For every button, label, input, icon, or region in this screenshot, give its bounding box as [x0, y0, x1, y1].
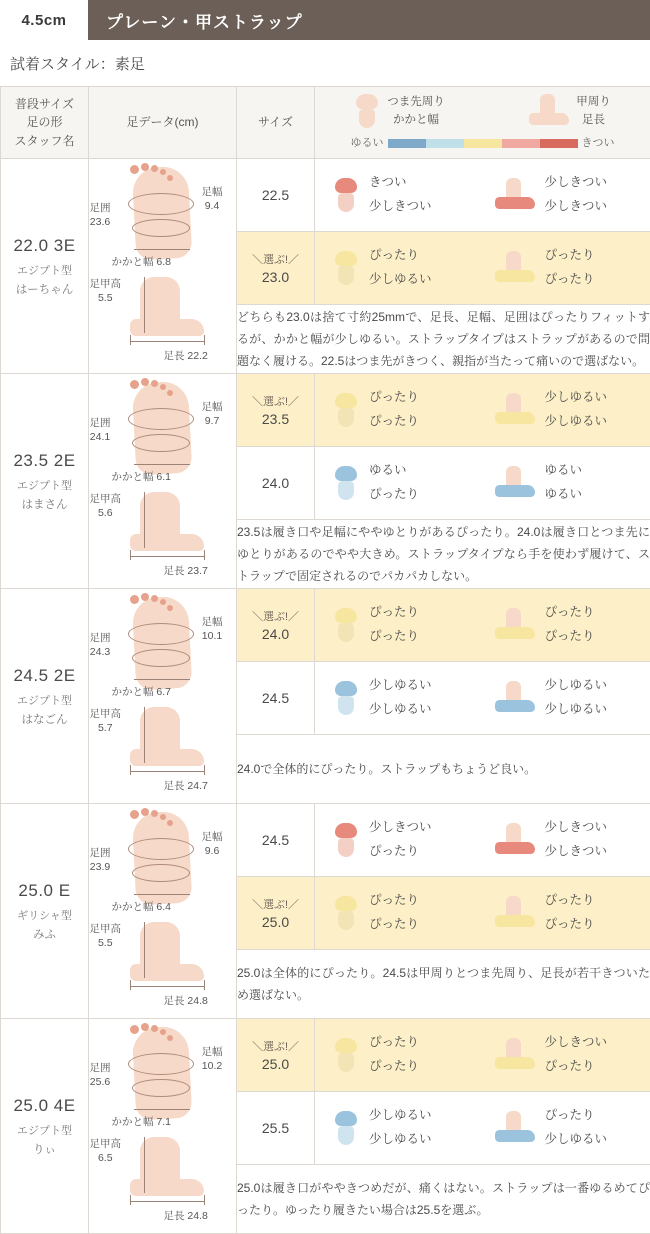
person-foot-type: エジプト型 — [5, 1123, 84, 1140]
judgement-side-line2: ぴったり — [545, 625, 595, 649]
judgement-front — [321, 1031, 483, 1079]
judgement-side — [483, 889, 645, 937]
judgement-front-line1: ぴったり — [369, 1031, 419, 1055]
legend-front-group — [354, 93, 445, 130]
foot-front-icon — [333, 823, 359, 857]
judgement-front-line1: 少しゆるい — [369, 674, 432, 698]
col-header-person-l2: 足の形 — [1, 113, 88, 132]
foot-side-icon — [495, 681, 535, 715]
size-value: 24.5 — [262, 690, 289, 706]
table-row — [1, 1019, 650, 1092]
judgement-front-line2: 少しきつい — [369, 195, 432, 219]
foot-circ-label: 足囲 23.9 — [90, 846, 111, 874]
judgement-front-line1: ぴったり — [369, 244, 432, 268]
judgement-front — [321, 674, 483, 722]
comment-cell: どちらも23.0は捨て寸約25mmで、足長、足幅、足囲はぴったりフィットするが、かかと幅が少しゆるい。ストラップタイプはストラップがあるので問題なく履ける。22.5はつま先がきつく、親指が当たって痛いので選ばない。 — [237, 305, 650, 374]
judgement-front-line1: ぴったり — [369, 386, 419, 410]
judgement-side — [483, 459, 645, 507]
foot-data-diagram — [90, 374, 236, 588]
person-cell — [1, 159, 89, 374]
judgement-side-line1: ぴったり — [545, 601, 595, 625]
judgement-side — [483, 171, 645, 219]
judgement-side-line2: ぴったり — [545, 268, 595, 292]
size-cell[interactable] — [237, 232, 315, 305]
judgement-front-line2: ぴったり — [369, 625, 419, 649]
foot-data-diagram — [90, 804, 236, 1018]
person-size: 23.5 2E — [5, 449, 84, 474]
foot-side-icon — [495, 178, 535, 212]
foot-front-icon — [333, 1111, 359, 1145]
instep-height-label: 足甲高 5.5 — [90, 277, 122, 305]
page-title: プレーン・甲ストラップ — [88, 0, 650, 40]
size-value: 24.5 — [262, 832, 289, 848]
judgement-front — [321, 386, 483, 434]
judgement-front-line1: 少しゆるい — [369, 1104, 432, 1128]
header-size-label: 4.5cm — [0, 0, 88, 40]
judgement-side — [483, 816, 645, 864]
legend-front-line2: かかと幅 — [387, 111, 445, 129]
judgement-side-line2: 少しきつい — [545, 195, 608, 219]
foot-side-view — [124, 271, 220, 355]
judgement-front-line2: ぴったり — [369, 840, 432, 864]
judgement-side-line2: ぴったり — [545, 913, 595, 937]
judgement-front-line1: ゆるい — [369, 459, 419, 483]
judgement-cell — [315, 877, 650, 949]
pick-tag: ＼選ぶ!／ — [237, 608, 314, 624]
foot-width-label: 足幅 9.6 — [202, 830, 223, 858]
foot-plan-view — [120, 593, 202, 693]
judgement-side-line2: 少しゆるい — [545, 1128, 608, 1152]
judgement-front — [321, 816, 483, 864]
person-name: りぃ — [5, 1142, 84, 1159]
size-cell[interactable] — [237, 589, 315, 662]
pick-tag: ＼選ぶ!／ — [237, 1038, 314, 1054]
size-cell[interactable] — [237, 374, 315, 447]
size-value: 24.0 — [262, 475, 289, 491]
judgement-side — [483, 1104, 645, 1152]
judgement-side-line2: 少しゆるい — [545, 698, 608, 722]
instep-height-label: 足甲高 5.7 — [90, 707, 122, 735]
foot-length-label: 足長 24.8 — [164, 994, 208, 1008]
person-cell — [1, 1019, 89, 1234]
foot-front-icon — [333, 251, 359, 285]
judgement-front-line2: 少しゆるい — [369, 1128, 432, 1152]
heel-width-label: かかと幅 6.7 — [112, 685, 172, 699]
judgement-side-line1: ぴったり — [545, 244, 595, 268]
foot-length-label: 足長 24.7 — [164, 779, 208, 793]
person-size: 25.0 E — [5, 879, 84, 904]
foot-width-label: 足幅 10.2 — [202, 1045, 223, 1073]
person-size: 24.5 2E — [5, 664, 84, 689]
judgement-side — [483, 386, 645, 434]
judgement-cell-wrap — [315, 159, 650, 232]
table-row — [1, 589, 650, 662]
foot-front-icon — [333, 608, 359, 642]
judgement-front — [321, 459, 483, 507]
judgement-side-line2: 少しゆるい — [545, 410, 608, 434]
judgement-front-line1: 少しきつい — [369, 816, 432, 840]
foot-plan-view — [120, 1023, 202, 1123]
instep-height-label: 足甲高 5.5 — [90, 922, 122, 950]
foot-data-diagram — [90, 1019, 236, 1233]
judgement-cell — [315, 159, 650, 231]
judgement-side — [483, 601, 645, 649]
foot-side-view — [124, 486, 220, 570]
size-cell[interactable] — [237, 1019, 315, 1092]
pick-tag: ＼選ぶ!／ — [237, 393, 314, 409]
heel-width-label: かかと幅 6.1 — [112, 470, 172, 484]
foot-width-label: 足幅 10.1 — [202, 615, 223, 643]
foot-front-icon — [333, 393, 359, 427]
foot-width-label: 足幅 9.4 — [202, 185, 223, 213]
size-cell[interactable] — [237, 877, 315, 950]
foot-front-icon — [333, 1038, 359, 1072]
foot-side-icon — [495, 896, 535, 930]
foot-side-view — [124, 701, 220, 785]
legend-scale-left: ゆるい — [351, 135, 384, 152]
col-header-legend — [315, 87, 650, 159]
person-name: はなごん — [5, 712, 84, 729]
judgement-side-line2: 少しきつい — [545, 840, 608, 864]
size-value: 25.0 — [262, 1056, 289, 1072]
table-row — [1, 804, 650, 877]
foot-front-icon — [333, 681, 359, 715]
legend-scale — [315, 135, 650, 152]
foot-data-cell — [89, 374, 237, 589]
col-header-person-l3: スタッフ名 — [1, 132, 88, 151]
judgement-front — [321, 171, 483, 219]
table-header-row — [1, 87, 650, 159]
judgement-front — [321, 244, 483, 292]
foot-plan-view — [120, 163, 202, 263]
foot-circ-label: 足囲 24.1 — [90, 416, 111, 444]
foot-front-icon — [333, 896, 359, 930]
fitting-table — [0, 86, 650, 1234]
judgement-cell — [315, 1019, 650, 1091]
legend-side-line1: 甲周り — [576, 93, 611, 111]
heel-width-label: かかと幅 6.8 — [112, 255, 172, 269]
judgement-cell-wrap — [315, 447, 650, 520]
comment-cell: 24.0で全体的にぴったり。ストラップもちょうど良い。 — [237, 735, 650, 804]
judgement-cell-wrap — [315, 374, 650, 447]
col-header-footdata: 足データ(cm) — [89, 87, 237, 159]
judgement-front-line2: ぴったり — [369, 410, 419, 434]
size-cell[interactable] — [237, 1092, 315, 1165]
comment-cell: 25.0は全体的にぴったり。24.5は甲周りとつま先周り、足長が若干きついため選ばない。 — [237, 950, 650, 1019]
judgement-side — [483, 1031, 645, 1079]
foot-circ-label: 足囲 23.6 — [90, 201, 111, 229]
size-cell[interactable] — [237, 159, 315, 232]
judgement-side-line1: ぴったり — [545, 889, 595, 913]
judgement-front-line2: ぴったり — [369, 913, 419, 937]
foot-side-icon — [495, 823, 535, 857]
judgement-front — [321, 1104, 483, 1152]
foot-side-view — [124, 1131, 220, 1215]
judgement-front-line2: ぴったり — [369, 483, 419, 507]
judgement-side-line2: ぴったり — [545, 1055, 608, 1079]
person-name: みふ — [5, 927, 84, 944]
trial-style-label: 試着スタイル：素足 — [0, 40, 650, 86]
size-cell[interactable] — [237, 804, 315, 877]
judgement-front-line1: ぴったり — [369, 889, 419, 913]
judgement-cell-wrap — [315, 662, 650, 735]
table-row — [1, 159, 650, 232]
judgement-cell — [315, 447, 650, 519]
foot-length-label: 足長 24.8 — [164, 1209, 208, 1223]
foot-side-view — [124, 916, 220, 1000]
judgement-cell — [315, 589, 650, 661]
judgement-side — [483, 244, 645, 292]
person-name: はーちゃん — [5, 282, 84, 299]
judgement-cell-wrap — [315, 1092, 650, 1165]
person-foot-type: エジプト型 — [5, 693, 84, 710]
judgement-cell — [315, 232, 650, 304]
judgement-side-line2: ゆるい — [545, 483, 583, 507]
size-cell[interactable] — [237, 447, 315, 520]
judgement-side-line1: 少しきつい — [545, 171, 608, 195]
judgement-cell — [315, 374, 650, 446]
foot-front-icon — [333, 466, 359, 500]
person-size: 25.0 4E — [5, 1094, 84, 1119]
foot-side-icon — [495, 393, 535, 427]
legend-scale-bar — [388, 139, 578, 148]
judgement-front-line2: 少しゆるい — [369, 268, 432, 292]
foot-data-cell — [89, 589, 237, 804]
foot-side-icon — [529, 94, 569, 128]
judgement-front-line2: 少しゆるい — [369, 698, 432, 722]
foot-data-diagram — [90, 589, 236, 803]
judgement-cell-wrap — [315, 1019, 650, 1092]
person-cell — [1, 374, 89, 589]
person-name: はまさん — [5, 497, 84, 514]
comment-cell: 23.5は履き口や足幅にややゆとりがあるぴったり。24.0は履き口とつま先にゆとりがあるのでやや大きめ。ストラップタイプなら手を使わず履けて、ストラップで固定されるのでパカパカしない。 — [237, 520, 650, 589]
foot-side-icon — [495, 251, 535, 285]
col-header-person-l1: 普段サイズ — [1, 95, 88, 114]
table-row — [1, 374, 650, 447]
judgement-side-line1: 少しきつい — [545, 816, 608, 840]
comment-cell: 25.0は履き口がややきつめだが、痛くはない。ストラップは一番ゆるめてぴったり。ゆったり履きたい場合は25.5を選ぶ。 — [237, 1165, 650, 1234]
pick-tag: ＼選ぶ!／ — [237, 251, 314, 267]
heel-width-label: かかと幅 7.1 — [112, 1115, 172, 1129]
instep-height-label: 足甲高 5.6 — [90, 492, 122, 520]
col-header-size: サイズ — [237, 87, 315, 159]
foot-data-diagram — [90, 159, 236, 373]
instep-height-label: 足甲高 6.5 — [90, 1137, 122, 1165]
person-size: 22.0 3E — [5, 234, 84, 259]
foot-side-icon — [495, 1038, 535, 1072]
person-cell — [1, 589, 89, 804]
size-value: 23.0 — [262, 269, 289, 285]
legend-scale-right: きつい — [582, 135, 615, 152]
judgement-front-line2: ぴったり — [369, 1055, 419, 1079]
judgement-cell — [315, 1092, 650, 1164]
judgement-side-line1: 少しきつい — [545, 1031, 608, 1055]
judgement-side-line1: ゆるい — [545, 459, 583, 483]
foot-front-icon — [354, 94, 380, 128]
person-cell — [1, 804, 89, 1019]
judgement-front — [321, 889, 483, 937]
judgement-cell-wrap — [315, 877, 650, 950]
foot-front-icon — [333, 178, 359, 212]
foot-data-cell — [89, 159, 237, 374]
foot-data-cell — [89, 804, 237, 1019]
foot-side-icon — [495, 466, 535, 500]
foot-length-label: 足長 22.2 — [164, 349, 208, 363]
legend-front-line1: つま先周り — [387, 93, 445, 111]
pick-tag: ＼選ぶ!／ — [237, 896, 314, 912]
foot-width-label: 足幅 9.7 — [202, 400, 223, 428]
judgement-cell-wrap — [315, 232, 650, 305]
foot-side-icon — [495, 608, 535, 642]
foot-data-cell — [89, 1019, 237, 1234]
judgement-side-line1: 少しゆるい — [545, 386, 608, 410]
judgement-front-line1: きつい — [369, 171, 432, 195]
foot-length-label: 足長 23.7 — [164, 564, 208, 578]
judgement-side — [483, 674, 645, 722]
foot-circ-label: 足囲 24.3 — [90, 631, 111, 659]
judgement-front-line1: ぴったり — [369, 601, 419, 625]
foot-plan-view — [120, 808, 202, 908]
size-value: 23.5 — [262, 411, 289, 427]
person-foot-type: エジプト型 — [5, 478, 84, 495]
judgement-cell-wrap — [315, 589, 650, 662]
size-value: 22.5 — [262, 187, 289, 203]
judgement-cell — [315, 804, 650, 876]
size-value: 25.5 — [262, 1120, 289, 1136]
size-cell[interactable] — [237, 662, 315, 735]
person-foot-type: ギリシャ型 — [5, 908, 84, 925]
col-header-person — [1, 87, 89, 159]
judgement-front — [321, 601, 483, 649]
judgement-cell — [315, 662, 650, 734]
judgement-side-line1: ぴったり — [545, 1104, 608, 1128]
person-foot-type: エジプト型 — [5, 263, 84, 280]
header-bar — [0, 0, 650, 40]
foot-plan-view — [120, 378, 202, 478]
foot-circ-label: 足囲 25.6 — [90, 1061, 111, 1089]
heel-width-label: かかと幅 6.4 — [112, 900, 172, 914]
table-body — [1, 159, 650, 1234]
size-value: 24.0 — [262, 626, 289, 642]
judgement-side-line1: 少しゆるい — [545, 674, 608, 698]
legend-side-line2: 足長 — [576, 111, 611, 129]
judgement-cell-wrap — [315, 804, 650, 877]
size-value: 25.0 — [262, 914, 289, 930]
legend-side-group — [529, 93, 611, 130]
foot-side-icon — [495, 1111, 535, 1145]
